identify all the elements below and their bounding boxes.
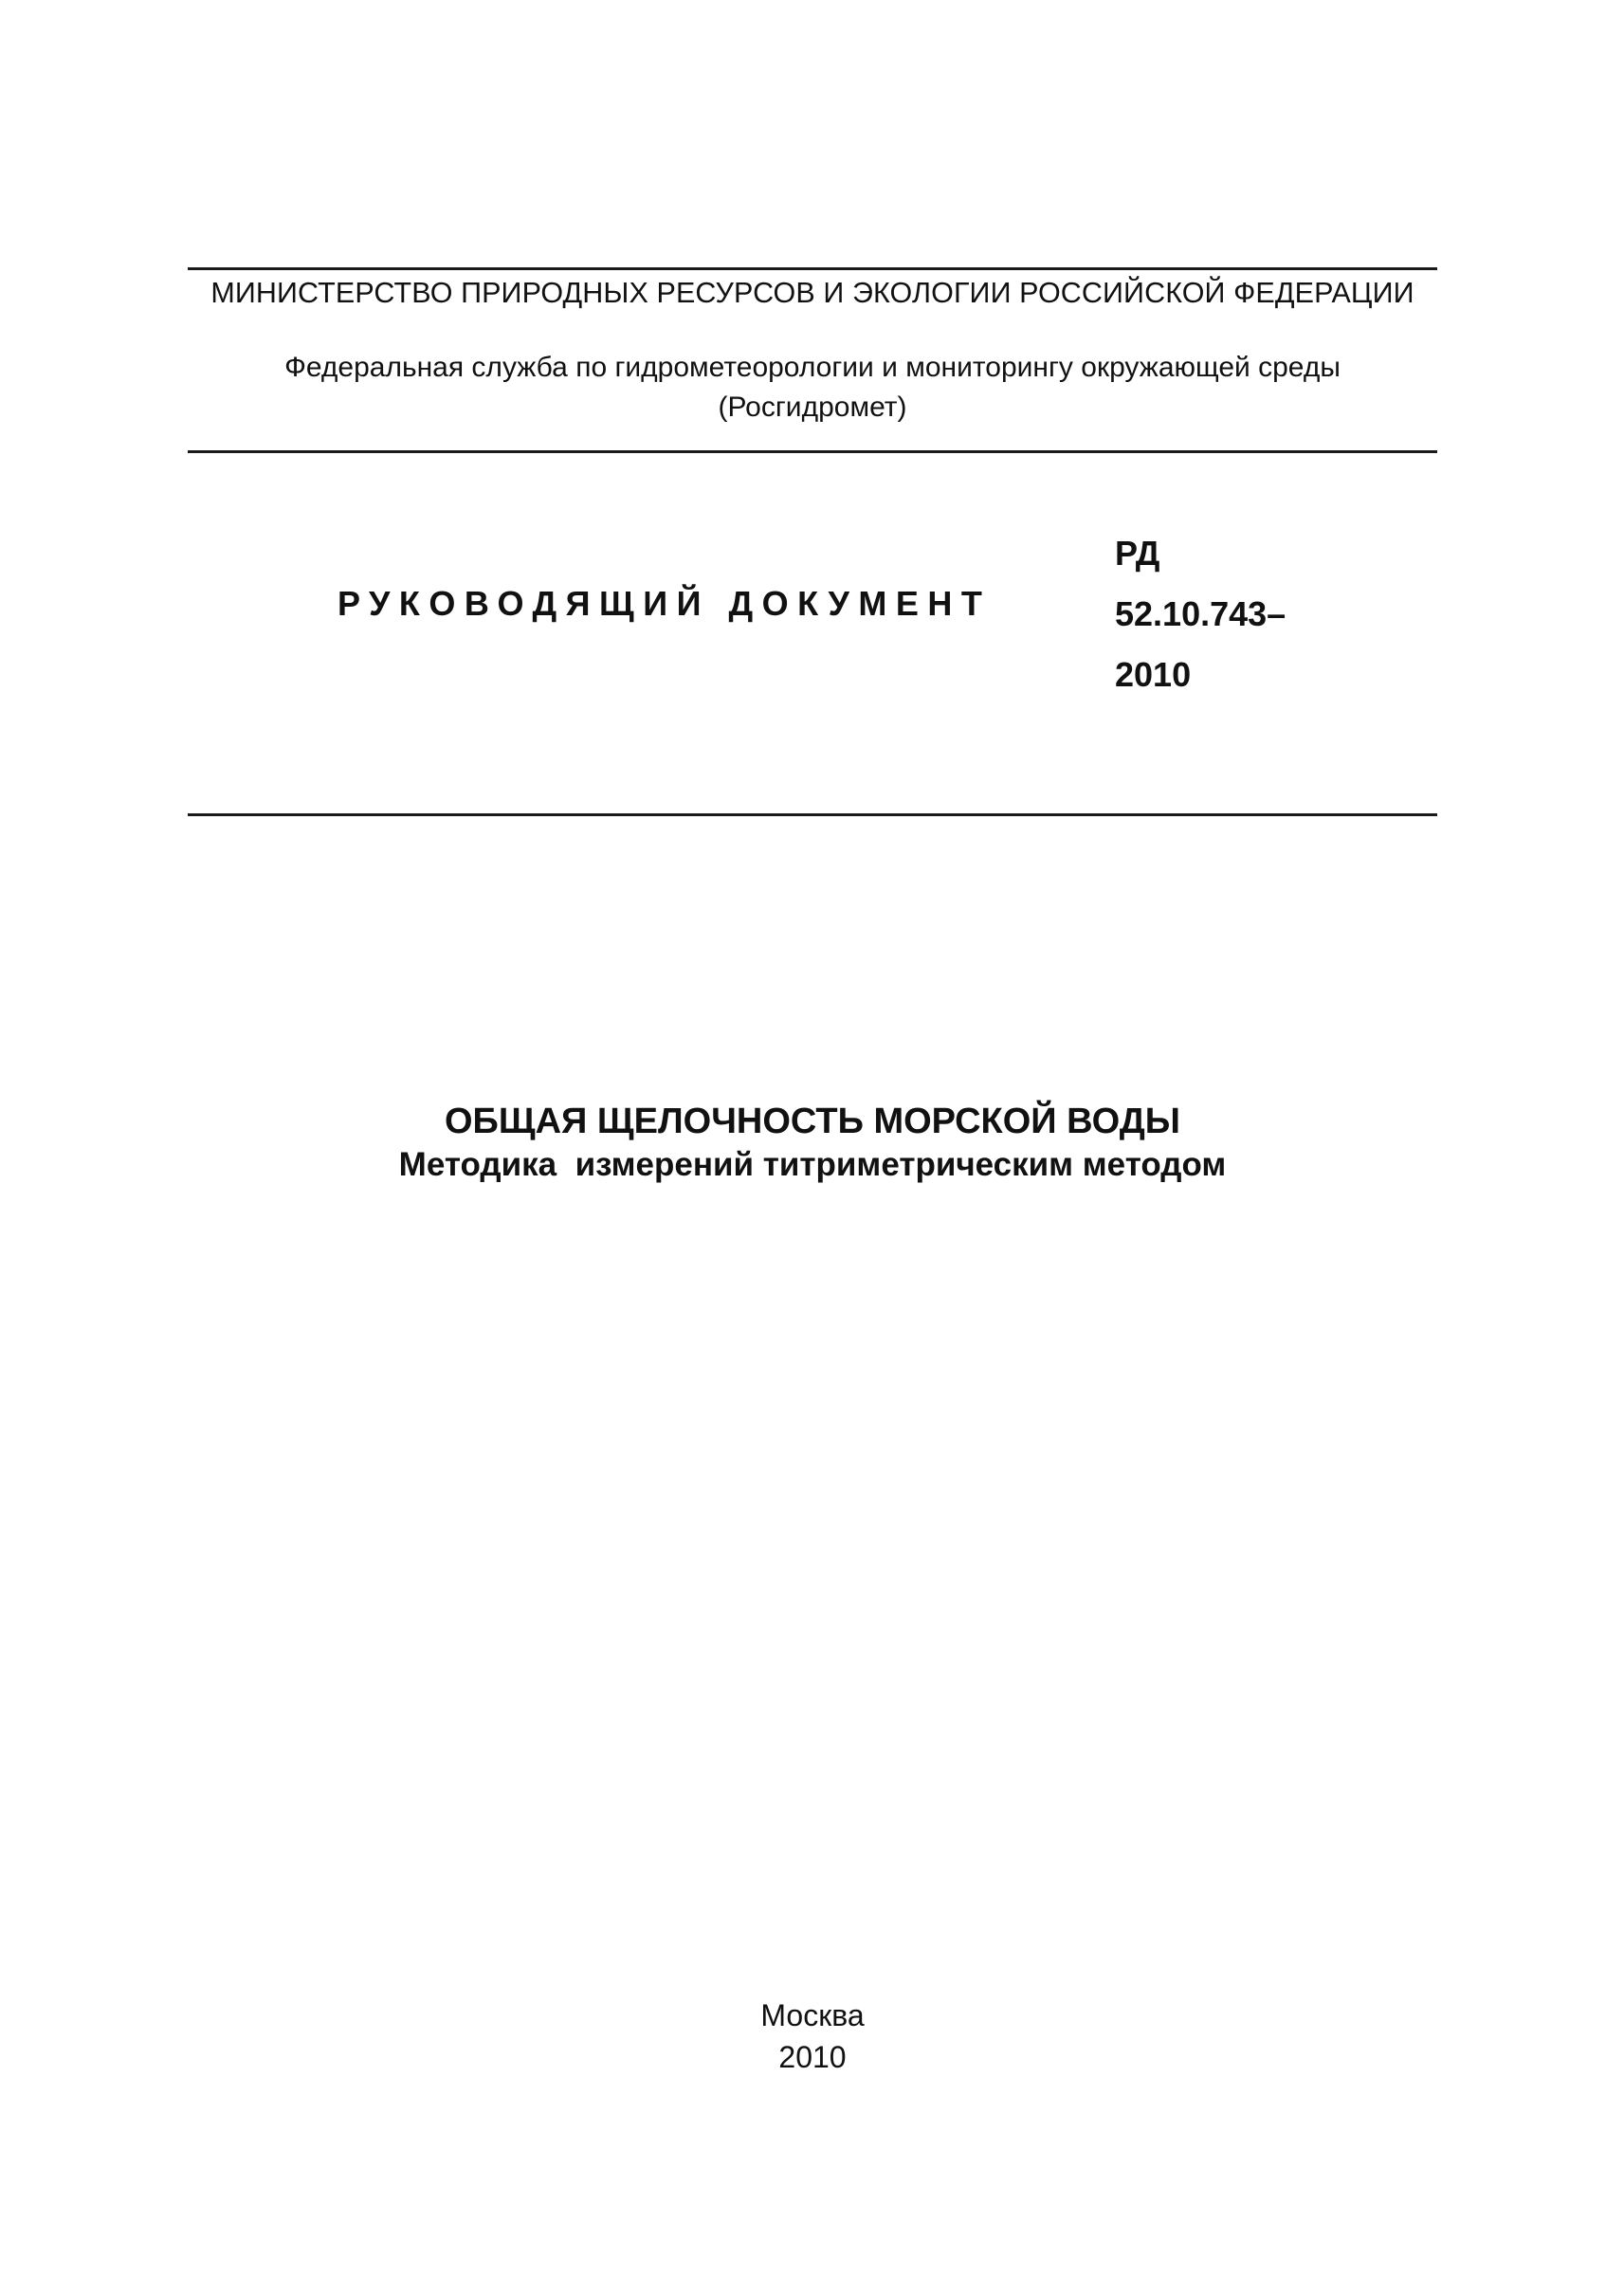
document-code-rule: [188, 813, 1437, 816]
service-name-line: Федеральная служба по гидрометеорологии и мониторингу окружающей среды: [284, 352, 1341, 383]
service-abbreviation: (Росгидромет): [718, 392, 907, 423]
document-code-year: 2010: [1115, 655, 1192, 694]
imprint: [188, 1994, 1437, 2078]
document-code-number: 52.10.743–: [1115, 594, 1286, 633]
header-top-rule: [188, 267, 1437, 270]
title-block: [188, 1100, 1437, 1187]
document-type: РУКОВОДЯЩИЙ ДОКУМЕНТ: [338, 584, 992, 623]
document-title: ОБЩАЯ ЩЕЛОЧНОСТЬ МОРСКОЙ ВОДЫ: [445, 1102, 1180, 1141]
imprint-city: Москва: [760, 1998, 865, 2032]
imprint-year: 2010: [778, 2040, 847, 2074]
service-name: [188, 348, 1437, 428]
document-code-prefix: РД: [1115, 534, 1160, 573]
document-subtitle: Методика измерений титриметрическим методом: [398, 1146, 1227, 1183]
ministry-name: МИНИСТЕРСТВО ПРИРОДНЫХ РЕСУРСОВ И ЭКОЛОГИИ РОССИЙСКОЙ ФЕДЕРАЦИИ: [210, 277, 1414, 309]
document-code: [1115, 523, 1286, 705]
header-bottom-rule: [188, 450, 1437, 453]
